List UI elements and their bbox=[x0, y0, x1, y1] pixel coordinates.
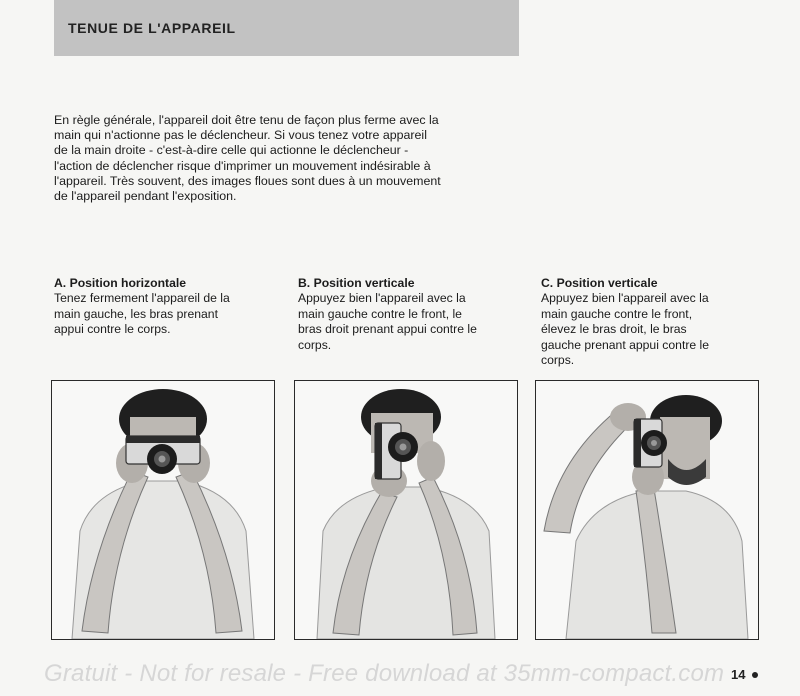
position-b-line: Appuyez bien l'appareil avec la bbox=[298, 291, 466, 306]
page-number: 14 bbox=[731, 667, 746, 682]
page-bullet-icon bbox=[752, 672, 758, 678]
position-a-line: Tenez fermement l'appareil de la bbox=[54, 291, 230, 306]
header-bar bbox=[54, 0, 519, 56]
position-a-line: appui contre le corps. bbox=[54, 322, 171, 337]
position-c-line: main gauche contre le front, bbox=[541, 306, 693, 321]
intro-line: de la main droite - c'est-à-dire celle qui actionne le déclencheur - bbox=[54, 143, 409, 158]
photo-vertical-position-b bbox=[294, 380, 518, 640]
position-c-caption bbox=[541, 276, 771, 368]
photo-vertical-position-c bbox=[535, 380, 759, 640]
page-title: TENUE DE L'APPAREIL bbox=[68, 20, 236, 36]
position-b-line: bras droit prenant appui contre le bbox=[298, 322, 477, 337]
intro-line: main qui n'actionne pas le déclencheur. Si vous tenez votre appareil bbox=[54, 128, 427, 143]
position-c-line: gauche prenant appui contre le bbox=[541, 337, 710, 352]
intro-paragraph bbox=[54, 113, 524, 204]
watermark-text: Gratuit - Not for resale - Free download at 35mm-compact.com bbox=[44, 660, 725, 687]
photo-horizontal-position bbox=[51, 380, 275, 640]
position-b-title: B. Position verticale bbox=[298, 276, 415, 290]
intro-line: de l'appareil pendant l'exposition. bbox=[54, 189, 237, 204]
position-a-line: main gauche, les bras prenant bbox=[54, 306, 218, 321]
position-b-caption bbox=[298, 276, 528, 353]
position-b-line: main gauche contre le front, le bbox=[298, 306, 462, 321]
intro-line: En règle générale, l'appareil doit être tenu de façon plus ferme avec la bbox=[54, 113, 439, 127]
position-a-title: A. Position horizontale bbox=[54, 276, 187, 290]
position-c-line: élevez le bras droit, le bras bbox=[541, 322, 687, 337]
position-b-line: corps. bbox=[298, 337, 332, 352]
intro-line: l'appareil. Très souvent, des images floues sont dues à un mouvement bbox=[54, 173, 441, 188]
position-c-line: Appuyez bien l'appareil avec la bbox=[541, 291, 709, 306]
position-c-line: corps. bbox=[541, 353, 575, 368]
position-c-title: C. Position verticale bbox=[541, 276, 658, 290]
intro-line: l'action de déclencher risque d'imprimer un mouvement indésirable à bbox=[54, 158, 431, 173]
position-a-caption bbox=[54, 276, 284, 338]
